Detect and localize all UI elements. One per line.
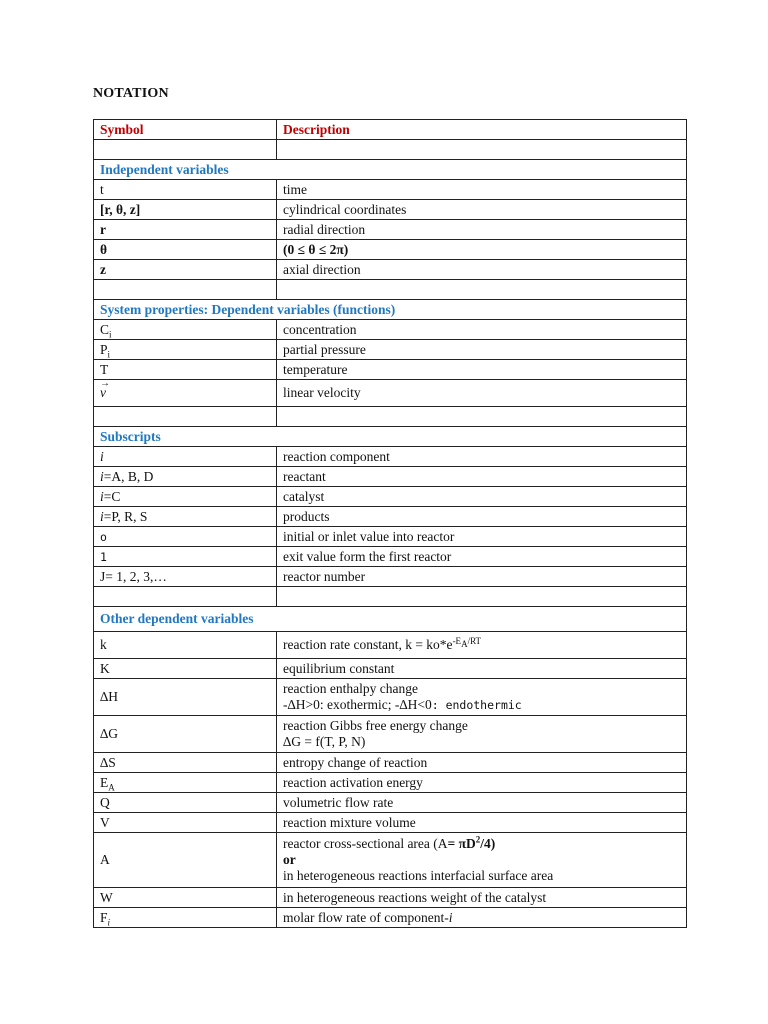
symbol-cell bbox=[94, 487, 277, 507]
table-row bbox=[94, 527, 687, 547]
blank-row bbox=[94, 140, 687, 160]
section-heading-row bbox=[94, 160, 687, 180]
description-cell: time bbox=[277, 180, 687, 200]
table-row bbox=[94, 813, 687, 833]
symbol-cell bbox=[94, 340, 277, 360]
symbol-text: =A, B, D bbox=[103, 468, 154, 484]
subscript-text: i bbox=[107, 917, 111, 928]
table-row bbox=[94, 773, 687, 793]
symbol-cell: 1 bbox=[94, 547, 277, 567]
table-row bbox=[94, 447, 687, 467]
exponent-text: -EA/RT bbox=[452, 635, 482, 649]
notation-table bbox=[93, 119, 687, 928]
description-line: -∆H>0: exothermic; -∆H<0: endothermic bbox=[283, 697, 522, 712]
symbol-text: F bbox=[100, 909, 108, 925]
symbol-italic: i bbox=[100, 508, 104, 524]
symbol-text: C bbox=[100, 321, 110, 337]
table-row bbox=[94, 908, 687, 928]
table-row bbox=[94, 220, 687, 240]
symbol-cell bbox=[94, 380, 277, 407]
table-row bbox=[94, 340, 687, 360]
description-cell: catalyst bbox=[277, 487, 687, 507]
table-row bbox=[94, 793, 687, 813]
table-row bbox=[94, 632, 687, 659]
description-cell: axial direction bbox=[277, 260, 687, 280]
velocity-vector-symbol: → ν bbox=[100, 385, 106, 401]
independent-variables-heading: Independent variables bbox=[94, 160, 687, 180]
description-line: reactor cross-sectional area $(A= \pi D^2/4)$ bbox=[283, 834, 496, 851]
symbol-cell bbox=[94, 320, 277, 340]
description-cell: reaction component bbox=[277, 447, 687, 467]
description-cell: temperature bbox=[277, 360, 687, 380]
section-heading-row bbox=[94, 607, 687, 632]
table-row bbox=[94, 753, 687, 773]
description-line: reaction Gibbs free energy change bbox=[283, 718, 468, 733]
symbol-cell: K bbox=[94, 659, 277, 679]
description-cell bbox=[277, 716, 687, 753]
subscripts-heading: Subscripts bbox=[94, 427, 687, 447]
symbol-text: =P, R, S bbox=[103, 508, 148, 524]
blank-row bbox=[94, 407, 687, 427]
table-row bbox=[94, 547, 687, 567]
table-row bbox=[94, 888, 687, 908]
description-cell: partial pressure bbox=[277, 340, 687, 360]
description-cell: reaction activation energy bbox=[277, 773, 687, 793]
table-row bbox=[94, 467, 687, 487]
symbol-cell: i bbox=[94, 447, 277, 467]
table-row bbox=[94, 679, 687, 716]
table-row bbox=[94, 659, 687, 679]
description-cell: (0 ≤ θ ≤ 2π) bbox=[277, 240, 687, 260]
description-cell bbox=[277, 632, 687, 659]
table-header-row bbox=[94, 120, 687, 140]
description-cell: initial or inlet value into reactor bbox=[277, 527, 687, 547]
table-row bbox=[94, 380, 687, 407]
symbol-cell: ∆G bbox=[94, 716, 277, 753]
section-heading-row bbox=[94, 427, 687, 447]
symbol-italic: i bbox=[100, 468, 104, 484]
description-cell bbox=[277, 833, 687, 888]
symbol-cell: [r, θ, z] bbox=[94, 200, 277, 220]
description-cell: in heterogeneous reactions weight of the catalyst bbox=[277, 888, 687, 908]
table-row bbox=[94, 320, 687, 340]
symbol-cell bbox=[94, 507, 277, 527]
blank-row bbox=[94, 587, 687, 607]
other-dependent-variables-heading: Other dependent variables bbox=[94, 607, 687, 632]
description-line: ∆G = f(T, P, N) bbox=[283, 734, 366, 749]
description-cell: reaction mixture volume bbox=[277, 813, 687, 833]
description-cell: products bbox=[277, 507, 687, 527]
page-title: NOTATION bbox=[93, 86, 169, 101]
description-line: in heterogeneous reactions interfacial surface area bbox=[283, 868, 554, 883]
blank-row bbox=[94, 280, 687, 300]
symbol-header: Symbol bbox=[94, 120, 277, 140]
description-cell: cylindrical coordinates bbox=[277, 200, 687, 220]
symbol-text: E bbox=[100, 774, 109, 790]
symbol-cell: o bbox=[94, 527, 277, 547]
symbol-text: P bbox=[100, 341, 108, 357]
symbol-cell: Q bbox=[94, 793, 277, 813]
subscript-text: i bbox=[109, 329, 112, 340]
rate-constant-text: reaction rate constant, k = ko*e bbox=[283, 637, 453, 652]
symbol-cell: W bbox=[94, 888, 277, 908]
description-cell: molar flow rate of component-i bbox=[277, 908, 687, 928]
table-row bbox=[94, 240, 687, 260]
symbol-cell: ∆H bbox=[94, 679, 277, 716]
symbol-cell bbox=[94, 773, 277, 793]
subscript-text: i bbox=[107, 349, 111, 360]
description-cell: volumetric flow rate bbox=[277, 793, 687, 813]
table-row bbox=[94, 180, 687, 200]
symbol-cell: r bbox=[94, 220, 277, 240]
symbol-cell: ∆S bbox=[94, 753, 277, 773]
table-row bbox=[94, 507, 687, 527]
table-row bbox=[94, 716, 687, 753]
symbol-cell bbox=[94, 908, 277, 928]
description-line: reaction enthalpy change bbox=[283, 681, 418, 696]
symbol-cell: J= 1, 2, 3,… bbox=[94, 567, 277, 587]
description-cell: equilibrium constant bbox=[277, 659, 687, 679]
table-row bbox=[94, 260, 687, 280]
symbol-cell: t bbox=[94, 180, 277, 200]
symbol-text: =C bbox=[103, 488, 121, 504]
symbol-cell: θ bbox=[94, 240, 277, 260]
description-cell: entropy change of reaction bbox=[277, 753, 687, 773]
description-cell: concentration bbox=[277, 320, 687, 340]
table-row bbox=[94, 200, 687, 220]
subscript-text: A bbox=[108, 782, 115, 793]
table-row bbox=[94, 360, 687, 380]
system-properties-heading: System properties: Dependent variables (functions) bbox=[94, 300, 687, 320]
symbol-cell: k bbox=[94, 632, 277, 659]
symbol-italic: i bbox=[100, 488, 104, 504]
description-cell: radial direction bbox=[277, 220, 687, 240]
symbol-cell: T bbox=[94, 360, 277, 380]
table-row bbox=[94, 487, 687, 507]
symbol-cell: z bbox=[94, 260, 277, 280]
description-cell bbox=[277, 679, 687, 716]
section-heading-row bbox=[94, 300, 687, 320]
description-cell: reactor number bbox=[277, 567, 687, 587]
symbol-cell bbox=[94, 467, 277, 487]
description-line: or bbox=[283, 852, 296, 867]
symbol-cell: A bbox=[94, 833, 277, 888]
symbol-cell: V bbox=[94, 813, 277, 833]
description-cell: exit value form the first reactor bbox=[277, 547, 687, 567]
table-row bbox=[94, 567, 687, 587]
description-cell: reactant bbox=[277, 467, 687, 487]
table-row bbox=[94, 833, 687, 888]
description-header: Description bbox=[277, 120, 687, 140]
description-cell: linear velocity bbox=[277, 380, 687, 407]
